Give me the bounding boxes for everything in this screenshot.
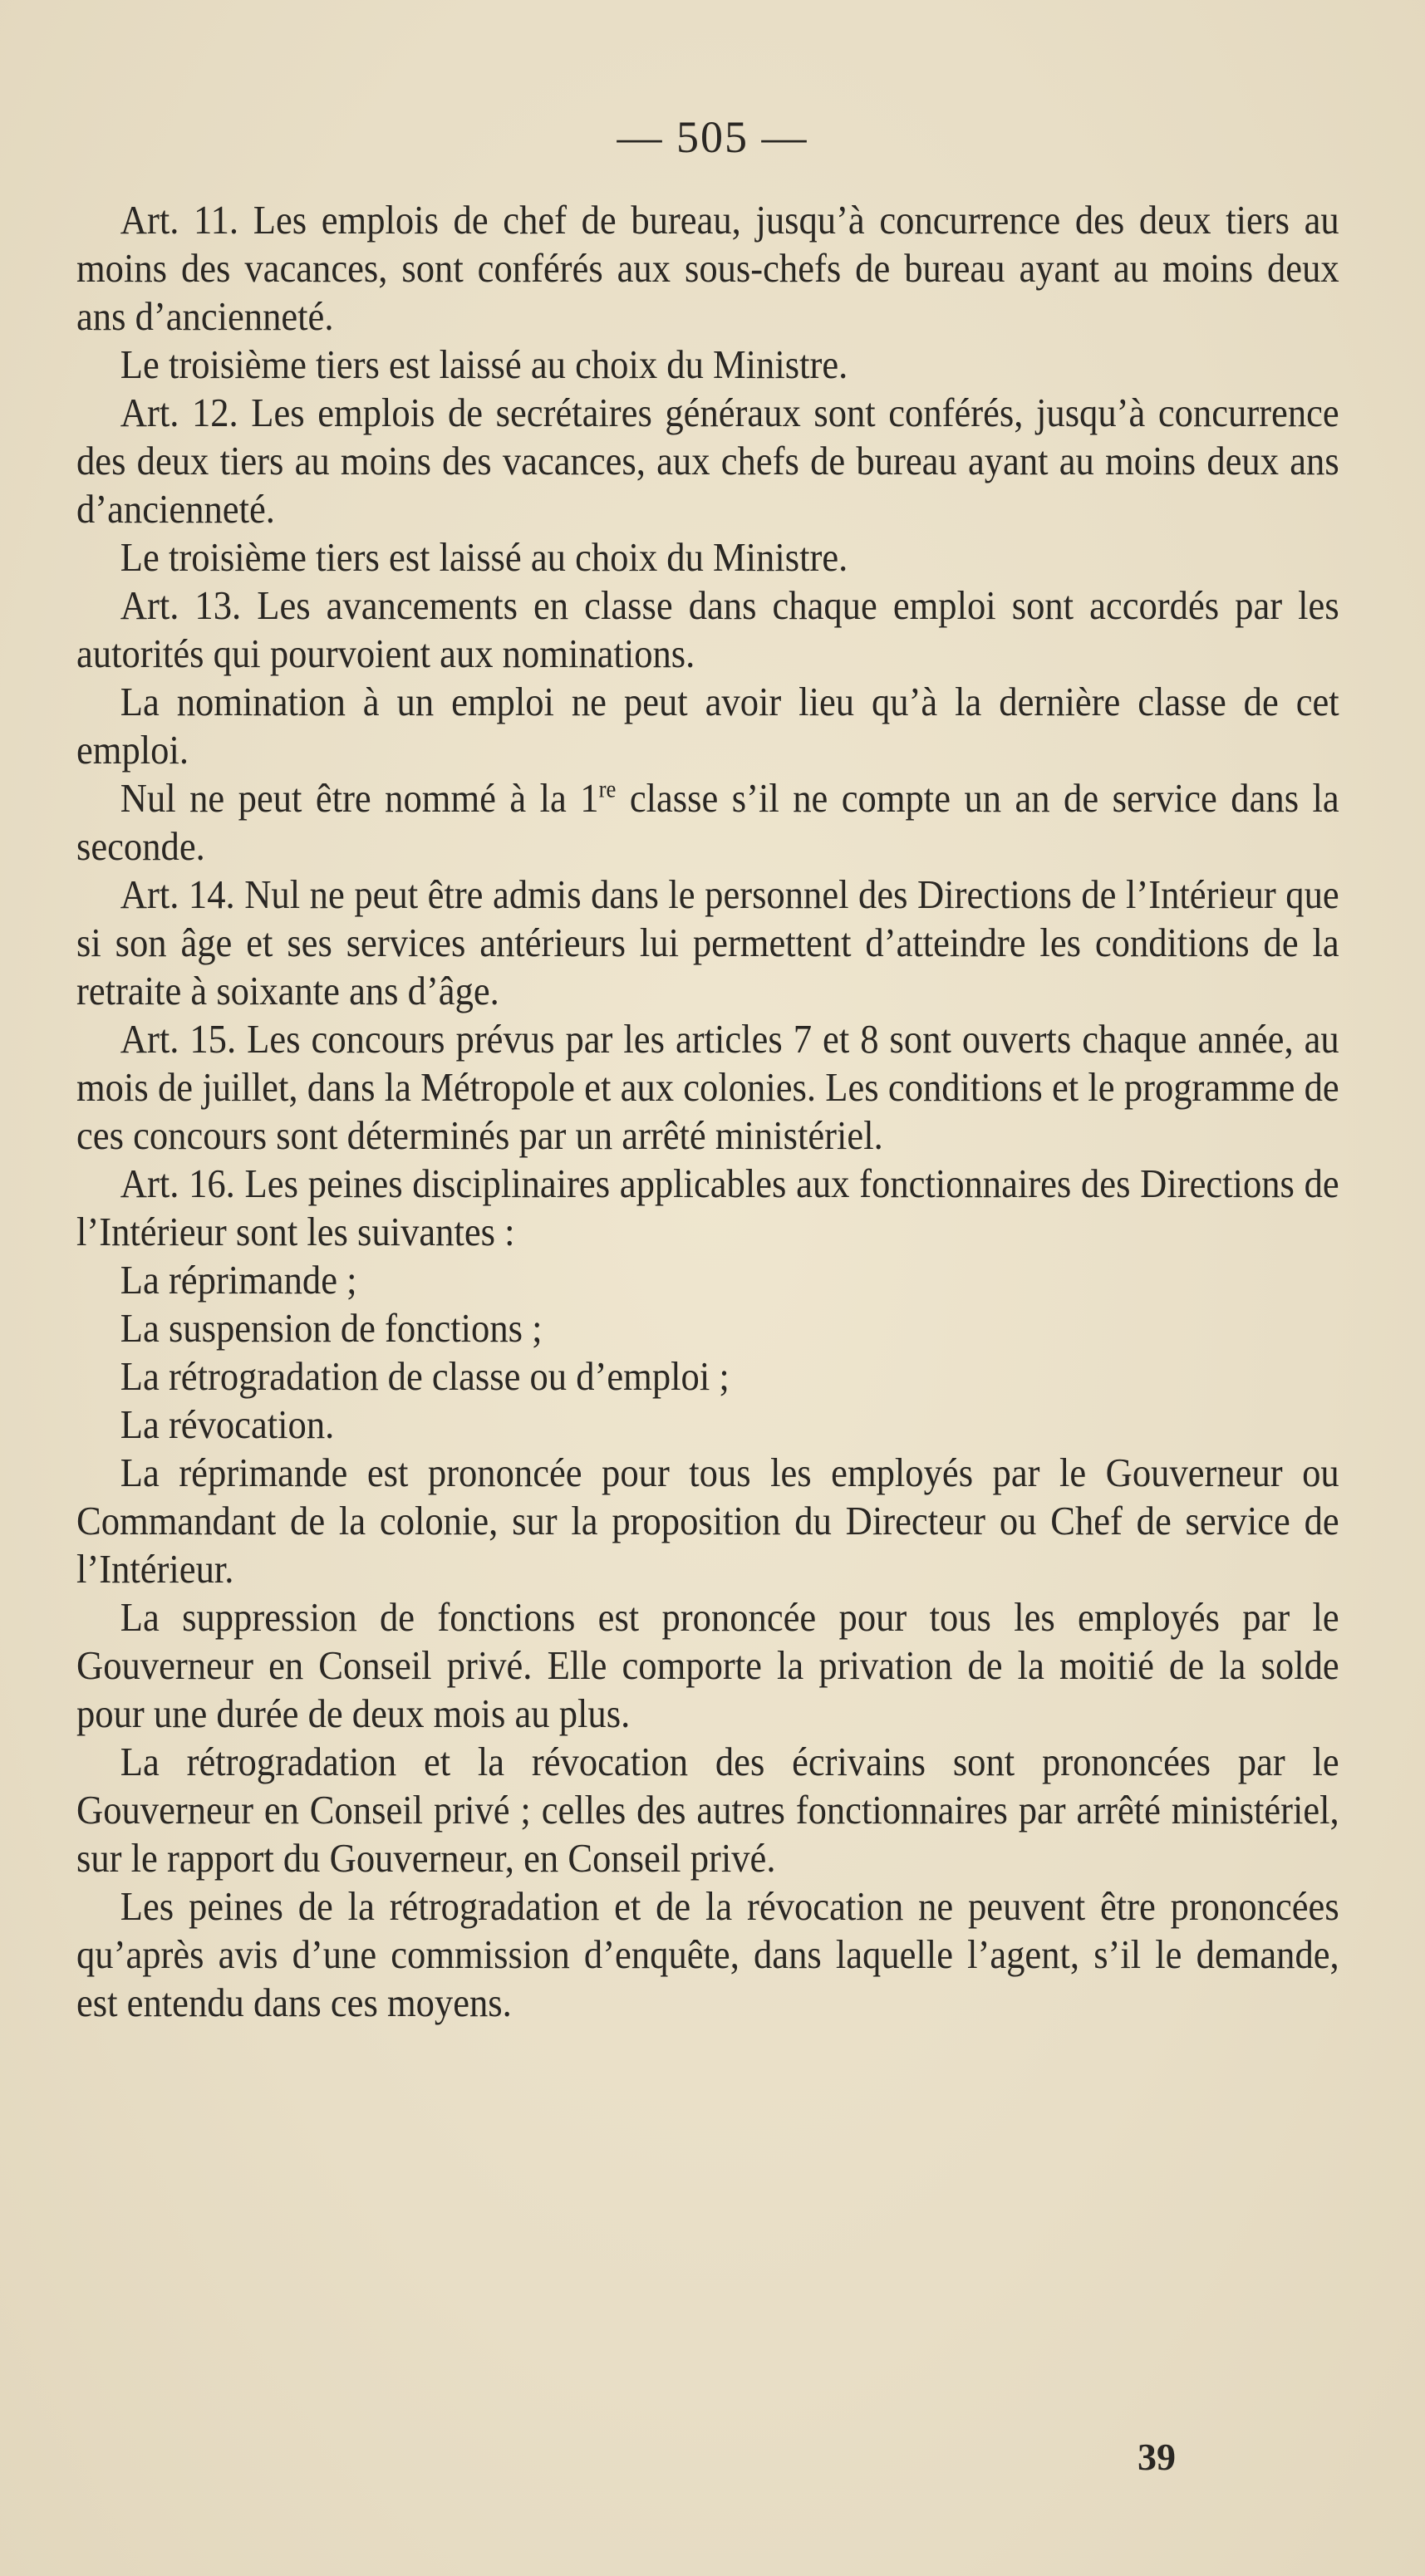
paragraph-art-11-choice: Le troisième tiers est laissé au choix du Ministre. bbox=[120, 341, 848, 387]
penalty-item: La suspension de fonctions ; bbox=[120, 1305, 543, 1351]
paragraph-art-12-choice: Le troisième tiers est laissé au choix du Ministre. bbox=[120, 534, 848, 580]
paragraph-art-12: Art. 12. Les emplois de secrétaires généraux sont conférés, jusqu’à concurrence des deux tiers au moins des vacances, aux chefs de bureau ayant au moins deux ans d’ancienneté. bbox=[76, 390, 1339, 532]
paragraph-art-11: Art. 11. Les emplois de chef de bureau, jusqu’à concurrence des deux tiers au moins des vacances, sont conférés aux sous-chefs de bureau ayant au moins deux ans d’ancienneté. bbox=[76, 197, 1339, 339]
penalty-item: La réprimande ; bbox=[120, 1257, 357, 1303]
printer-signature-mark: 39 bbox=[1138, 2436, 1176, 2478]
page-number: — 505 — bbox=[617, 112, 808, 162]
paragraph-art-15: Art. 15. Les concours prévus par les articles 7 et 8 sont ouverts chaque année, au mois de juillet, dans la Métropole et aux colonies. Les conditions et le programme de ces concours sont déterminés par un arrêté ministériel. bbox=[76, 1016, 1339, 1158]
paragraph-suppression: La suppression de fonctions est prononcée pour tous les employés par le Gouverneur en Conseil privé. Elle comporte la privation de la moitié de la solde pour une durée de deux mois au plus. bbox=[76, 1594, 1339, 1736]
penalty-item: La rétrogradation de classe ou d’emploi ; bbox=[120, 1353, 730, 1399]
body-text bbox=[76, 196, 1339, 2027]
paragraph-art-14: Art. 14. Nul ne peut être admis dans le personnel des Directions de l’Intérieur que si son âge et ses services antérieurs lui permettent d’atteindre les conditions de la retraite à soixante ans d’âge. bbox=[76, 871, 1339, 1013]
class-rule-ordinal-sup: re bbox=[598, 776, 617, 803]
paragraph-inquiry: Les peines de la rétrogradation et de la révocation ne peuvent être prononcées qu’après avis d’une commission d’enquête, dans laquelle l’agent, s’il le demande, est entendu dans ces moyens. bbox=[76, 1883, 1339, 2025]
paragraph-retrogradation: La rétrogradation et la révocation des écrivains sont prononcées par le Gouverneur en Conseil privé ; celles des autres fonctionnaires par arrêté ministériel, sur le rapport du Gouverneur, en Conseil privé. bbox=[76, 1739, 1339, 1881]
paragraph-reprimand: La réprimande est prononcée pour tous les employés par le Gouverneur ou Commandant de la colonie, sur la proposition du Directeur ou Chef de service de l’Intérieur. bbox=[76, 1450, 1339, 1592]
paragraph-art-13: Art. 13. Les avancements en classe dans chaque emploi sont accordés par les autorités qui pourvoient aux nominations. bbox=[76, 582, 1339, 676]
penalty-item: La révocation. bbox=[120, 1401, 335, 1447]
paragraph-art-13-class-rule bbox=[76, 774, 1339, 871]
class-rule-ordinal: 1 bbox=[580, 775, 599, 821]
class-rule-after: classe s’il ne compte un an de service dans la seconde. bbox=[76, 775, 1339, 869]
class-rule-before: Nul ne peut être nommé à la bbox=[120, 775, 581, 821]
paragraph-art-13-nomination: La nomination à un emploi ne peut avoir lieu qu’à la dernière classe de cet emploi. bbox=[76, 679, 1339, 773]
paragraph-art-16: Art. 16. Les peines disciplinaires applicables aux fonctionnaires des Directions de l’Intérieur sont les suivantes : bbox=[76, 1160, 1339, 1254]
